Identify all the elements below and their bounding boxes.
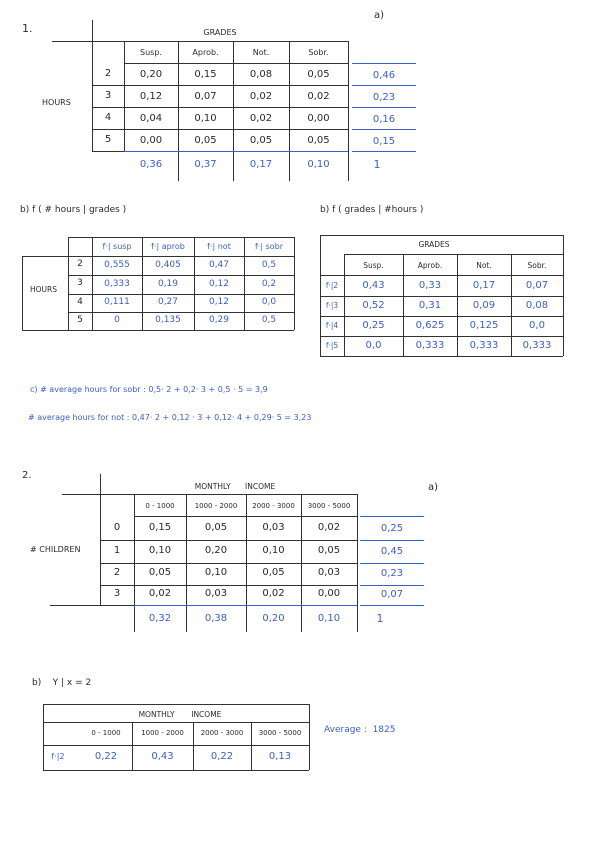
b2-cell: 0,25: [362, 320, 385, 331]
b2-cell: 0,333: [415, 340, 445, 351]
cell: 0,05: [307, 135, 330, 146]
p2-b-col-header: 0 - 1000: [91, 729, 121, 737]
b2-col-header: Aprob.: [417, 261, 443, 270]
b1-cell: 0: [114, 315, 120, 325]
p2-row-marginal: 0,45: [380, 546, 404, 557]
p2-cell: 0,02: [317, 522, 341, 533]
p2-grand-total: 1: [376, 612, 384, 625]
cell: 0,05: [249, 135, 273, 146]
part-c-line-1: c) # average hours for sobr : 0,5· 2 + 0,2· 3 + 0,5 · 5 = 3,9: [30, 385, 268, 394]
cell: 0,02: [249, 91, 273, 102]
cell: 0,02: [307, 91, 330, 102]
cell: 0,05: [307, 69, 330, 80]
b1-cell: 0,555: [104, 260, 130, 270]
b2-row-label: f·|4: [325, 321, 339, 330]
b2-cell: 0,07: [525, 280, 549, 291]
row-marginal: 0,23: [372, 92, 396, 103]
row-marginal: 0,46: [372, 70, 396, 81]
b2-cell: 0,333: [522, 340, 552, 351]
b1-hours-label: HOURS: [30, 285, 58, 294]
p2-b-col-header: 1000 - 2000: [141, 729, 184, 737]
col-header: Aprob.: [192, 48, 219, 57]
p2-row-marginal: 0,25: [380, 523, 404, 534]
b2-row-label: f·|5: [325, 341, 339, 350]
row-marginal: 0,16: [372, 114, 396, 125]
b2-cell: 0,52: [362, 300, 385, 311]
row-hours: 5: [104, 134, 112, 145]
problem-2-number: 2.: [22, 470, 32, 481]
b2-cell: 0,333: [469, 340, 499, 351]
part-b2-title: b) f ( grades | #hours ): [320, 205, 424, 215]
b1-cell: 0,12: [208, 279, 230, 289]
cell: 0,07: [194, 91, 217, 102]
b2-cell: 0,625: [415, 320, 445, 331]
b2-cell: 0,43: [362, 280, 385, 291]
p2-cell: 0,02: [148, 588, 172, 599]
p2-col-header: 3000 - 5000: [307, 502, 351, 510]
grand-total: 1: [373, 158, 381, 171]
part-b1-title: b) f ( # hours | grades ): [20, 205, 127, 215]
p2-cell: 0,03: [262, 522, 285, 533]
p2-row-children: 3: [113, 588, 121, 599]
cell: 0,05: [194, 135, 217, 146]
p2-cell: 0,10: [262, 545, 285, 556]
b1-row-hours: 5: [77, 315, 83, 325]
children-label: # CHILDREN: [30, 545, 81, 554]
b1-cell: 0,27: [157, 297, 179, 307]
cell: 0,04: [139, 113, 163, 124]
p2-col-total: 0,20: [262, 613, 285, 624]
b1-cell: 0,405: [155, 260, 181, 270]
cell: 0,02: [249, 113, 273, 124]
p2-row-children: 1: [113, 545, 121, 556]
b1-cell: 0,111: [104, 297, 130, 307]
p2-cell: 0,20: [204, 545, 228, 556]
p2-b-cell: 0,22: [210, 751, 234, 762]
row-hours: 2: [104, 68, 112, 79]
row-marginal: 0,15: [372, 136, 396, 147]
col-header: Not.: [252, 48, 270, 57]
cell: 0,00: [307, 113, 330, 124]
b2-cell: 0,09: [472, 300, 496, 311]
row-hours: 3: [104, 90, 112, 101]
col-header: Sobr.: [308, 48, 329, 57]
b2-row-label: f·|2: [325, 281, 339, 290]
b1-row-hours: 2: [77, 259, 83, 269]
b1-col-header: f·| aprob: [151, 242, 185, 251]
average-income: Average : 1825: [324, 725, 396, 735]
p2-cell: 0,15: [148, 522, 172, 533]
b1-cell: 0,0: [261, 297, 277, 307]
p2-b-cell: 0,13: [268, 751, 292, 762]
p2-b-cell: 0,43: [151, 751, 174, 762]
p2-col-total: 0,32: [148, 613, 172, 624]
p2-row-children: 0: [113, 522, 121, 533]
p2-row-children: 2: [113, 567, 121, 578]
p2-col-header: 1000 - 2000: [194, 502, 238, 510]
b1-cell: 0,5: [261, 315, 277, 325]
p2-b-cell: 0,22: [94, 751, 118, 762]
cell: 0,08: [249, 69, 273, 80]
b1-col-header: f·| sobr: [254, 242, 284, 251]
b1-row-hours: 4: [77, 297, 83, 307]
col-total: 0,37: [194, 159, 217, 170]
b2-col-header: Sobr.: [527, 261, 547, 270]
part-a2-label: a): [428, 482, 439, 493]
cell: 0,20: [139, 69, 163, 80]
p2-cell: 0,10: [148, 545, 172, 556]
part-c-line-2: # average hours for not : 0,47· 2 + 0,12 · 3 + 0,12· 4 + 0,29· 5 = 3,23: [28, 413, 312, 422]
b2-grades-header: GRADES: [418, 240, 450, 249]
b1-cell: 0,135: [155, 315, 181, 325]
p2-cell: 0,03: [204, 588, 228, 599]
b2-cell: 0,0: [529, 320, 545, 331]
p2-col-header: 2000 - 3000: [252, 502, 295, 510]
b1-cell: 0,333: [104, 279, 130, 289]
b2-cell: 0,125: [469, 320, 499, 331]
b2-cell: 0,31: [418, 300, 442, 311]
p2-col-total: 0,38: [204, 613, 228, 624]
b1-cell: 0,2: [261, 279, 277, 289]
cell: 0,00: [139, 135, 163, 146]
b1-cell: 0,5: [261, 260, 277, 270]
hours-label: HOURS: [42, 98, 71, 107]
problem-1-number: 1.: [22, 22, 33, 35]
p2-b-col-header: 2000 - 3000: [200, 729, 244, 737]
b2-row-label: f·|3: [325, 301, 339, 310]
cell: 0,12: [139, 91, 163, 102]
b2-cell: 0,33: [418, 280, 442, 291]
p2-cell: 0,05: [317, 545, 341, 556]
part-a-label: a): [374, 10, 385, 21]
p2-b-row-label: f·|2: [51, 752, 65, 761]
col-total: 0,36: [139, 159, 163, 170]
b2-cell: 0,17: [472, 280, 496, 291]
p2-row-marginal: 0,23: [380, 568, 404, 579]
income-header: MONTHLY INCOME: [194, 482, 276, 491]
b1-col-header: f·| not: [207, 242, 231, 251]
b1-cell: 0,29: [208, 315, 230, 325]
p2-col-total: 0,10: [317, 613, 341, 624]
col-total: 0,10: [307, 159, 330, 170]
p2-col-header: 0 - 1000: [145, 502, 175, 510]
p2-cell: 0,02: [262, 588, 285, 599]
b1-col-header: f·| susp: [102, 242, 132, 251]
col-header: Susp.: [140, 48, 162, 57]
b2-cell: 0,0: [365, 340, 382, 351]
b2-cell: 0,08: [525, 300, 549, 311]
cell: 0,15: [194, 69, 217, 80]
col-total: 0,17: [249, 159, 273, 170]
grades-header: GRADES: [203, 28, 237, 37]
b1-cell: 0,12: [208, 297, 230, 307]
p2-cell: 0,05: [262, 567, 285, 578]
cell: 0,10: [194, 113, 217, 124]
b2-col-header: Susp.: [363, 261, 384, 270]
p2-part-b-title: b) Y | x = 2: [32, 678, 92, 688]
b1-row-hours: 3: [77, 278, 83, 288]
p2-row-marginal: 0,07: [380, 589, 404, 600]
row-hours: 4: [104, 112, 112, 123]
p2-b-income-header: MONTHLY INCOME: [138, 710, 222, 719]
b1-cell: 0,47: [208, 260, 230, 270]
p2-cell: 0,05: [148, 567, 172, 578]
p2-cell: 0,05: [204, 522, 228, 533]
p2-cell: 0,00: [317, 588, 341, 599]
p2-b-col-header: 3000 - 5000: [258, 729, 302, 737]
b1-cell: 0,19: [157, 279, 179, 289]
p2-cell: 0,03: [317, 567, 341, 578]
p2-cell: 0,10: [204, 567, 228, 578]
b2-col-header: Not.: [476, 261, 492, 270]
